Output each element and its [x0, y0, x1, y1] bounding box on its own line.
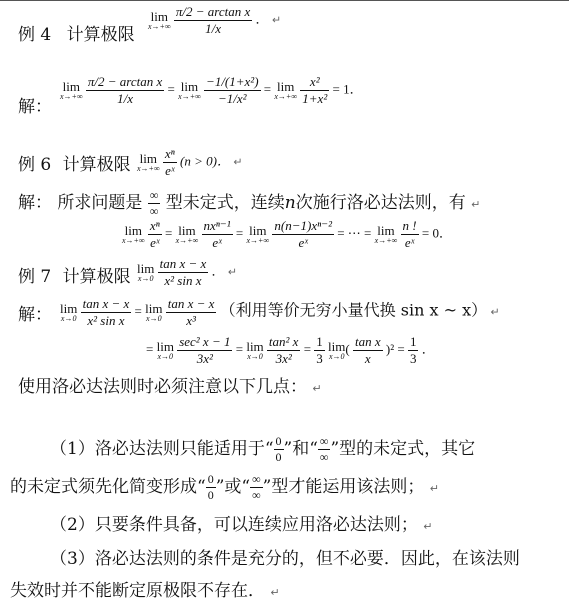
solution7-note: （利用等价无穷小量代换 sin x ~ x） [219, 300, 488, 320]
example4-expression [148, 4, 281, 37]
example7-label: 例 7 [18, 267, 52, 287]
solution6-label: 解： [18, 193, 52, 213]
lim: lim x→+∞ [374, 223, 398, 245]
example6-heading [18, 150, 131, 175]
top-rule [0, 0, 569, 1]
solution7-label: 解： [18, 305, 52, 325]
solution6-text: 型未定式，连续 [165, 193, 285, 213]
example7-expression: lim x→0 $\frac{\text{tan x − x}}{\text{x² sin x}}$ ． ↵ [137, 256, 238, 288]
para-mark: ↵ [312, 382, 322, 395]
lim-sub: x→+∞ [148, 22, 171, 31]
solution6-n: n [284, 193, 296, 213]
example6-label: 例 6 [18, 155, 52, 175]
s4-frac1: $\frac{\text{π/2 − arctan x}}{1/x}$ [87, 74, 163, 106]
example4-num: π/2 − arctan x [175, 4, 251, 19]
s4-result: = 1． [332, 81, 363, 97]
s4-frac3: $\frac{\text{x²}}{\text{1+x²}}$ [302, 74, 328, 106]
lim: lim x→+∞ [60, 79, 83, 101]
example7-prompt: 计算极限 [62, 267, 131, 287]
solution7-line1: lim x→0 $\frac{\text{tan x − x}}{\text{x² sin x}}$ = lim x→0 $\frac{\text{tan x − x}}{\text{x³}}$ （利用等价无穷小量代换 sin x ~ x） ↵ [60, 296, 500, 328]
solution6-text: 次施行洛必达法则，有 [295, 193, 466, 213]
lim: lim x→0 [137, 261, 155, 283]
solution7-line2: = lim x→0 $\frac{\text{sec² x − 1}}{\text{3x²}}$ = lim x→0 $\frac{\text{tan² x}}{\text{3x²}}$ = $\frac{1}{3}$ lim x→0 ( $\frac{\text{tan x}}{x}$ )² = $\frac{1}{3}$ ． [146, 334, 435, 366]
lim: lim x→0 [328, 339, 346, 361]
solution6-line [18, 188, 480, 219]
lim: lim x→0 [145, 301, 163, 323]
solution4-label: 解： [18, 97, 52, 117]
para-mark: ↵ [233, 155, 243, 169]
example4-prompt: 计算极限 [66, 25, 135, 45]
lim: lim x→+∞ [122, 223, 145, 245]
solution6-inf: $\frac{\infty}{\infty}$ [149, 188, 159, 218]
para-mark: ↵ [227, 265, 238, 279]
para-mark: ↵ [490, 305, 500, 319]
example6-expression [137, 146, 242, 179]
para-mark: ↵ [271, 13, 282, 27]
note-1-line1: （1）洛必达法则只能适用于“ $\frac{0}{0}$ ”和“ $\frac{\infty}{\infty}$ ”型的未定式，其它 [50, 434, 476, 464]
note-3-line2: 失效时并不能断定原极限不存在． ↵ [10, 581, 280, 601]
example6-fraction: $\frac{\text{xⁿ}}{\text{eˣ}}$ [164, 146, 175, 178]
solution6-text: 所求问题是 [57, 193, 143, 213]
notes-intro [18, 372, 322, 397]
lim: lim x→0 [246, 339, 264, 361]
note-1-line2: 的未定式须先化简变形成“ $\frac{0}{0}$ ”或“ $\frac{\infty}{\infty}$ ”型才能运用该法则； ↵ [10, 472, 439, 502]
example4-end: ． [255, 11, 269, 27]
para-mark: ↵ [471, 198, 481, 211]
notes-intro-text: 使用洛必达法则时必须注意以下几点： [18, 377, 307, 397]
note-2: （2）只要条件具备，可以连续应用洛必达法则； ↵ [50, 515, 433, 535]
example7-heading [18, 262, 131, 287]
example6-cond: (n > 0)． [180, 153, 230, 169]
lim: lim x→+∞ [274, 79, 298, 101]
example4-heading [18, 20, 135, 45]
solution6-chain: lim x→+∞ $\frac{\text{xⁿ}}{\text{eˣ}}$ = lim x→+∞ $\frac{\text{nxⁿ⁻¹}}{\text{eˣ}}$ = lim x→+∞ $\frac{\text{n(n−1)xⁿ⁻²}}{\text{eˣ}}$ = ⋯ = lim x→+∞ $\frac{n !}{\text{eˣ}}$ = 0． [122, 218, 452, 250]
lim: lim x→+∞ [175, 223, 199, 245]
example4-lim [148, 10, 171, 31]
para-mark: ↵ [429, 482, 439, 495]
lim-word: lim [150, 9, 168, 24]
note-3-line1: （3）洛必达法则的条件是充分的，但不必要．因此，在该法则 [50, 549, 520, 569]
s4-frac2: $\frac{\text{−1/(1+x²)}}{\text{−1/x²}}$ [206, 74, 259, 106]
example4-den: 1/x [174, 20, 252, 37]
lim: lim x→0 [156, 339, 174, 361]
lim: lim x→+∞ [178, 79, 201, 101]
lim: lim x→0 [60, 301, 78, 323]
lim: lim x→+∞ [137, 151, 160, 173]
solution4-expression: lim x→+∞ $\frac{\text{π/2 − arctan x}}{1/x}$ = lim x→+∞ $\frac{\text{−1/(1+x²)}}{\text{−1/x²}}$ = lim x→+∞ $\frac{\text{x²}}{\text{1+x²}}$ = 1． [60, 74, 363, 106]
example4-fraction [174, 4, 252, 37]
example6-prompt: 计算极限 [62, 155, 131, 175]
para-mark: ↵ [270, 586, 280, 599]
example4-label: 例 4 [18, 25, 52, 45]
para-mark: ↵ [423, 520, 433, 533]
lim: lim x→+∞ [246, 223, 270, 245]
